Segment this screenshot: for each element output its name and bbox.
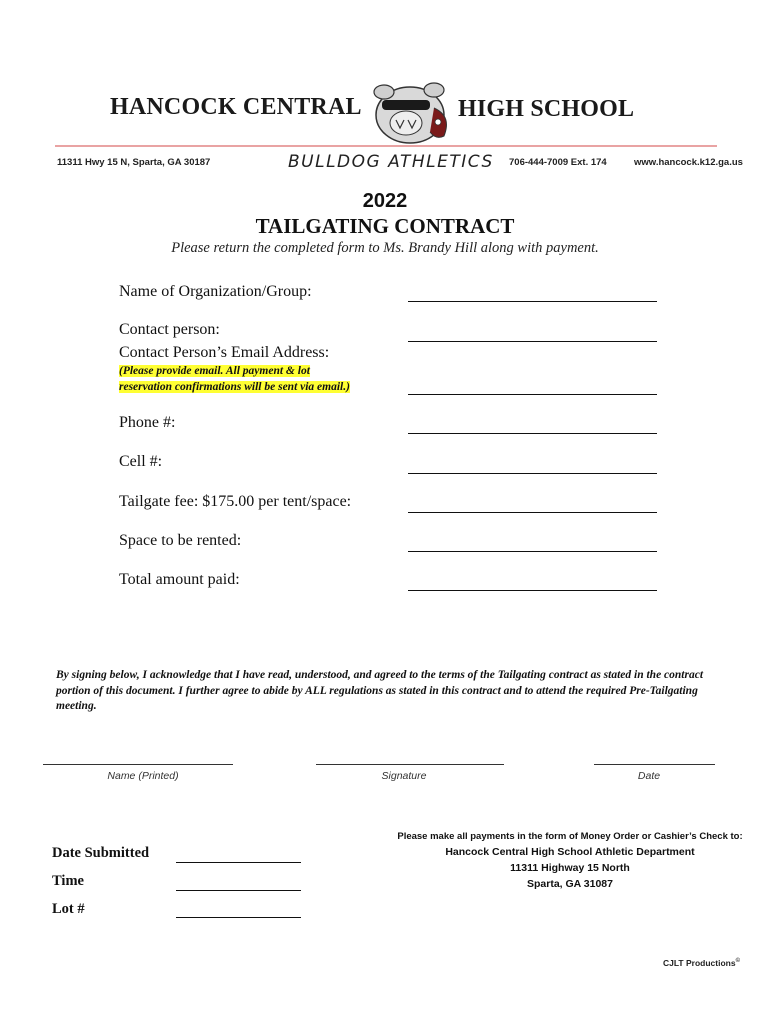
header-divider	[55, 145, 717, 147]
payment-instruction: Please make all payments in the form of Money Order or Cashier’s Check to:	[397, 831, 743, 842]
name-printed-line[interactable]	[43, 764, 233, 765]
date-line[interactable]	[594, 764, 715, 765]
footer-credit	[620, 958, 740, 968]
tailgate-fee-label: Tailgate fee: $175.00 per tent/space:	[119, 493, 352, 510]
athletics-banner: BULLDOG ATHLETICS	[288, 152, 494, 172]
organization-label: Name of Organization/Group:	[119, 283, 312, 300]
bulldog-mascot-icon	[364, 78, 456, 148]
phone-label: Phone #:	[119, 414, 176, 431]
space-rented-field[interactable]	[408, 551, 657, 552]
school-name-left: HANCOCK CENTRAL	[110, 94, 362, 120]
school-phone: 706-444-7009 Ext. 174	[509, 157, 607, 168]
copyright-mark: ©	[735, 958, 740, 965]
signature-caption: Signature	[381, 770, 427, 782]
school-address: 11311 Hwy 15 N, Sparta, GA 30187	[57, 157, 211, 168]
payee-city: Sparta, GA 31087	[527, 878, 613, 890]
school-name-right: HIGH SCHOOL	[458, 96, 635, 122]
total-paid-field[interactable]	[408, 590, 657, 591]
cell-label: Cell #:	[119, 453, 163, 470]
contact-email-label: Contact Person’s Email Address:	[119, 344, 330, 361]
date-submitted-field[interactable]	[176, 862, 301, 863]
email-note-line-2: reservation confirmations will be sent via email.)	[119, 380, 350, 393]
cell-field[interactable]	[408, 473, 657, 474]
return-instruction: Please return the completed form to Ms. Brandy Hill along with payment.	[171, 240, 599, 256]
time-field[interactable]	[176, 890, 301, 891]
contact-person-label: Contact person:	[119, 321, 220, 338]
lot-label: Lot #	[52, 901, 85, 917]
date-submitted-label: Date Submitted	[52, 845, 150, 861]
contact-email-field[interactable]	[408, 394, 657, 395]
space-rented-label: Space to be rented:	[119, 532, 242, 549]
tailgate-fee-field[interactable]	[408, 512, 657, 513]
name-printed-caption: Name (Printed)	[107, 770, 179, 782]
payee-name: Hancock Central High School Athletic Department	[445, 846, 695, 858]
contact-person-field[interactable]	[408, 341, 657, 342]
payee-street: 11311 Highway 15 North	[510, 862, 630, 874]
organization-field[interactable]	[408, 301, 657, 302]
time-label: Time	[52, 873, 84, 889]
agreement-text: By signing below, I acknowledge that I have read, understood, and agreed to the terms of the Tailgating contract as stated in the contract portion of this document. I further agree to abide by ALL regulations as stated in this contract and to attend the required Pre-Tailgating meeting.	[56, 669, 704, 712]
contract-year: 2022	[362, 190, 408, 212]
total-paid-label: Total amount paid:	[119, 571, 240, 588]
page-title: TAILGATING CONTRACT	[255, 214, 515, 238]
date-caption: Date	[637, 770, 661, 782]
credit-text: CJLT Productions	[663, 958, 736, 968]
email-note-line-1: (Please provide email. All payment & lot	[119, 365, 310, 377]
lot-field[interactable]	[176, 917, 301, 918]
email-note	[119, 364, 350, 395]
phone-field[interactable]	[408, 433, 657, 434]
school-website[interactable]: www.hancock.k12.ga.us	[634, 157, 743, 168]
signature-line[interactable]	[316, 764, 504, 765]
